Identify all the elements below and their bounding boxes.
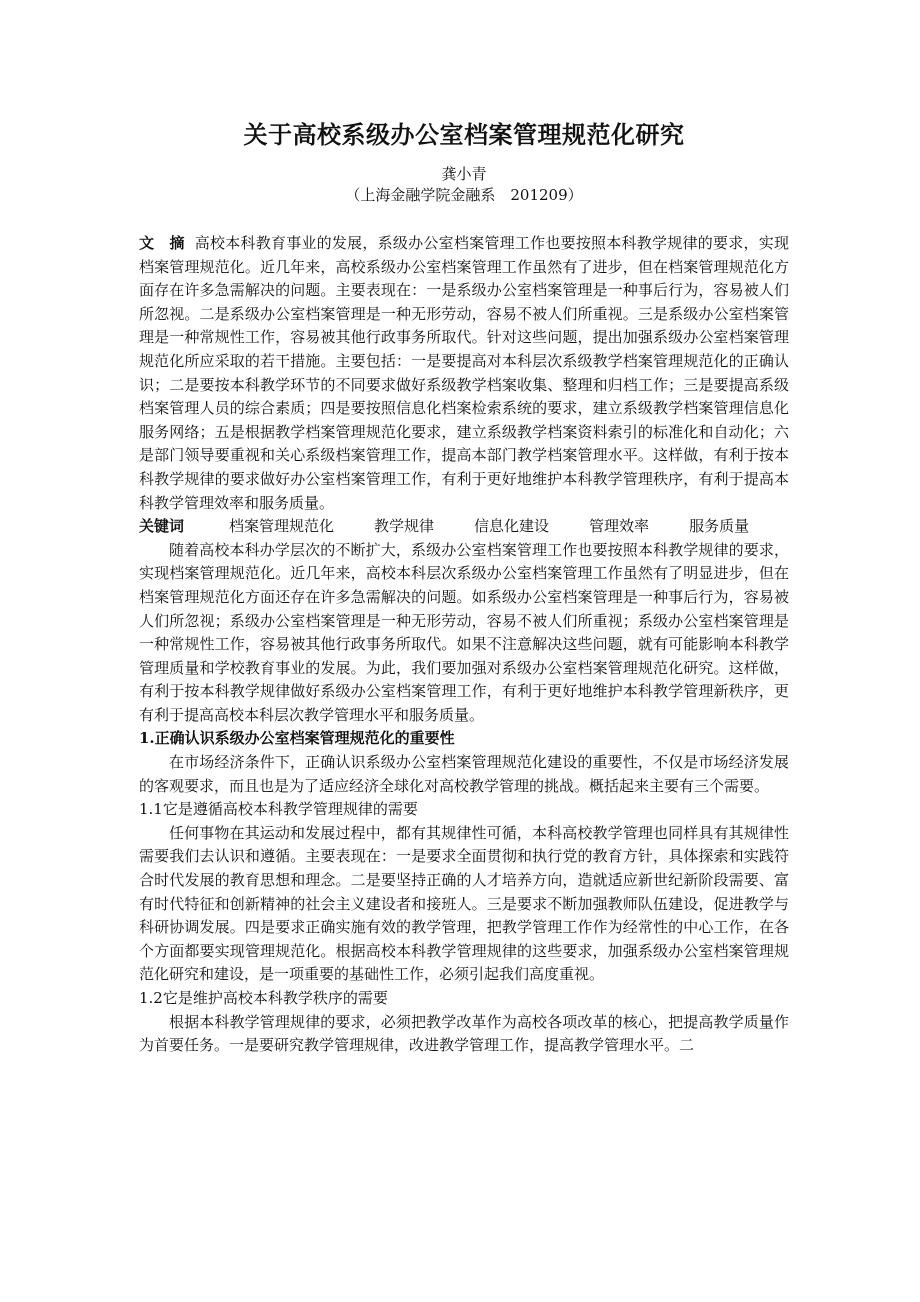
abstract bbox=[139, 232, 789, 515]
keyword-item: 信息化建设 bbox=[474, 517, 550, 536]
keyword-item: 档案管理规范化 bbox=[229, 517, 335, 536]
keywords bbox=[139, 515, 789, 539]
subsection-1-2-heading: 1.2它是维护高校本科教学秩序的需要 bbox=[139, 989, 388, 1007]
author-name: 龚小青 bbox=[441, 165, 487, 183]
keyword-item: 管理效率 bbox=[589, 517, 650, 536]
article-body bbox=[139, 118, 789, 1058]
keyword-item: 教学规律 bbox=[374, 517, 435, 536]
abstract-text: 高校本科教育事业的发展，系级办公室档案管理工作也要按照本科教学规律的要求，实现档案管理规范化。近几年来，高校系级办公室档案管理工作虽然有了进步，但在档案管理规范化方面存在许多急需解决的问题。主要表现在：一是系级办公室档案管理是一种事后行为，容易被人们所忽视。二是系级办公室档案管理是一种无形劳动，容易不被人们所重视。三是系级办公室档案管理是一种常规性工作，容易被其他行政事务所取代。针对这些问题，提出加强系级办公室档案管理规范化所应采取的若干措施。主要包括：一是要提高对本科层次系级教学档案管理规范化的正确认识；二是要按本科教学环节的不同要求做好系级教学档案收集、整理和归档工作；三是要提高系级档案管理人员的综合素质；四是要按照信息化档案检索系统的要求，建立系级教学档案管理信息化服务网络；五是根据教学档案管理规范化要求，建立系级教学档案资料索引的标准化和自动化；六是部门领导要重视和关心系级档案管理工作，提高本部门教学档案管理水平。这样做，有利于按本科教学规律的要求做好办公室档案管理工作，有利于更好地维护本科教学管理秩序，有利于提高本科教学管理效率和服务质量。 bbox=[139, 234, 789, 512]
keyword-item: 服务质量 bbox=[689, 517, 750, 536]
section-1-heading: 1.正确认识系级办公室档案管理规范化的重要性 bbox=[139, 729, 455, 748]
article-title: 关于高校系级办公室档案管理规范化研究 bbox=[243, 120, 685, 149]
subsection-1-2-paragraph: 根据本科教学管理规律的要求，必须把教学改革作为高校各项改革的核心，把提高教学质量作为首要任务。一是要研究教学管理规律，改进教学管理工作，提高教学管理水平。二 bbox=[139, 1012, 789, 1055]
keywords-label: 关键词 bbox=[139, 517, 185, 536]
section-1-paragraph: 在市场经济条件下，正确认识系级办公室档案管理规范化建设的重要性，不仅是市场经济发展的客观要求，而且也是为了适应经济全球化对高校教学管理的挑战。概括起来主要有三个需要。 bbox=[139, 753, 789, 795]
subsection-1-1-heading: 1.1它是遵循高校本科教学管理规律的需要 bbox=[139, 800, 418, 819]
intro-paragraph: 随着高校本科办学层次的不断扩大，系级办公室档案管理工作也要按照本科教学规律的要求，实现档案管理规范化。近几年来，高校本科层次系级办公室档案管理工作虽然有了明显进步，但在档案管理规范化方面还存在许多急需解决的问题。如系级办公室档案管理是一种事后行为，容易被人们所忽视；系级办公室档案管理是一种无形劳动，容易不被人们所重视；系级办公室档案管理是一种常规性工作，容易被其他行政事务所取代。如果不注意解决这些问题，就有可能影响本科教学管理质量和学校教育事业的发展。为此，我们要加强对系级办公室档案管理规范化研究。这样做，有利于按本科教学规律做好系级办公室档案管理工作，有利于更好地维护本科教学管理新秩序，更有利于提高高校本科层次教学管理水平和服务质量。 bbox=[139, 540, 789, 724]
subsection-1-1-paragraph: 任何事物在其运动和发展过程中，都有其规律性可循，本科高校教学管理也同样具有其规律性需要我们去认识和遵循。主要表现在：一是要求全面贯彻和执行党的教育方针，具体探索和实践符合时代发展的教育思想和理念。二是要坚持正确的人才培养方向，造就适应新世纪新阶段需要、富有时代特征和创新精神的社会主义建设者和接班人。三是要求不断加强教师队伍建设，促进教学与科研协调发展。四是要求正确实施有效的教学管理，把教学管理工作作为经常性的中心工作，在各个方面都要实现管理规范化。根据高校本科教学管理规律的这些要求，加强系级办公室档案管理规范化研究和建设，是一项重要的基础性工作，必须引起我们高度重视。 bbox=[139, 823, 789, 984]
author-affiliation: （上海金融学院金融系 201209） bbox=[345, 186, 583, 204]
abstract-label: 文 摘 bbox=[139, 234, 185, 252]
